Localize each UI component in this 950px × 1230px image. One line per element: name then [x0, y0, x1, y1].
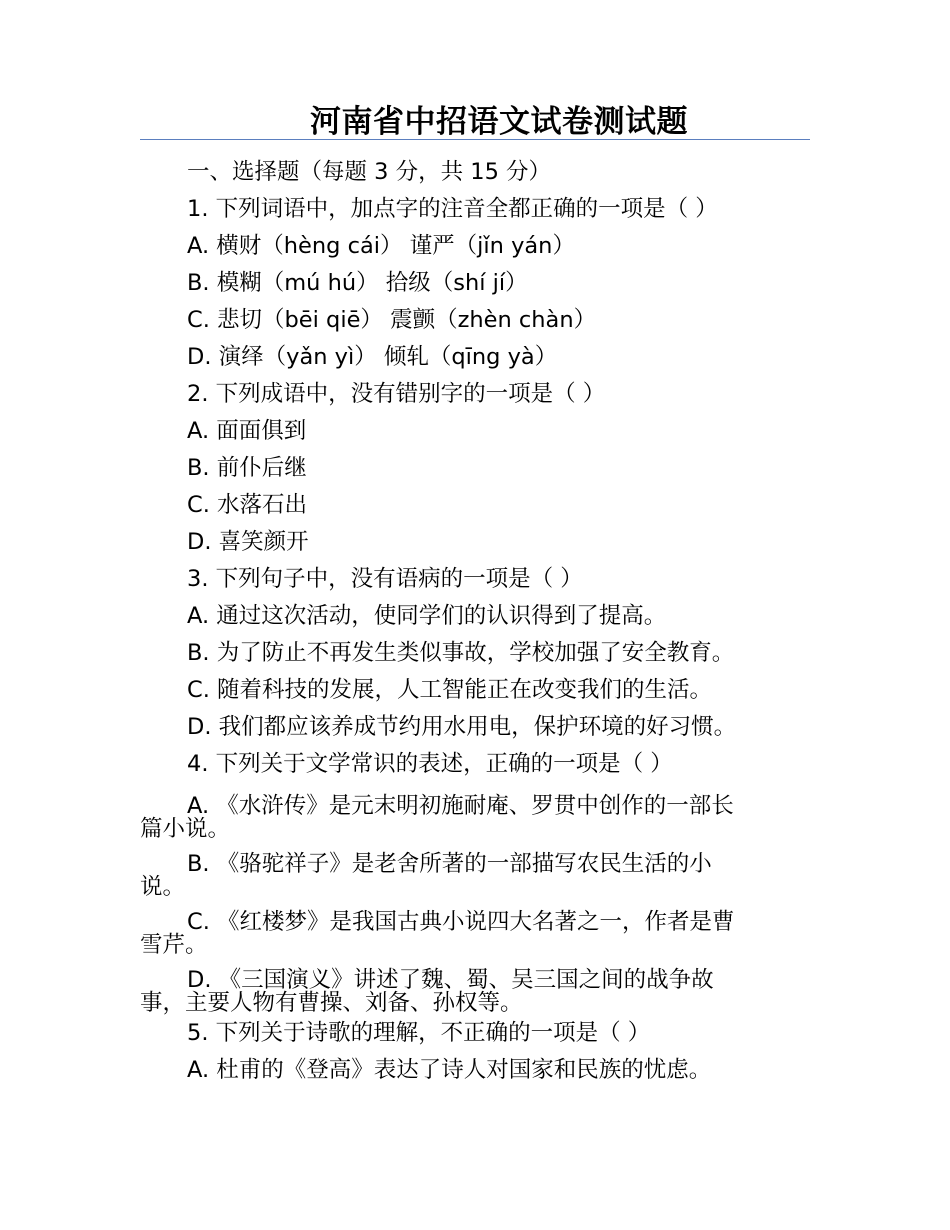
- question-3-option-d: D. 我们都应该养成节约用水用电，保护环境的好习惯。: [187, 714, 737, 740]
- question-4-stem: 4. 下列关于文学常识的表述，正确的一项是（ ）: [187, 751, 673, 777]
- question-3-option-c: C. 随着科技的发展，人工智能正在改变我们的生活。: [187, 677, 713, 703]
- question-4-option-d-line-1: D. 《三国演义》讲述了魏、蜀、吴三国之间的战争故: [187, 967, 714, 993]
- question-2-option-c: C. 水落石出: [187, 492, 308, 518]
- question-4-option-c: [140, 899, 810, 957]
- question-2-stem: 2. 下列成语中，没有错别字的一项是（ ）: [187, 381, 606, 407]
- title-underline: [140, 139, 810, 140]
- question-4-option-d: [140, 957, 810, 1015]
- question-4-option-a-line-2: 篇小说。: [140, 816, 231, 842]
- document-body: [140, 154, 810, 1089]
- question-3-option-b: B. 为了防止不再发生类似事故，学校加强了安全教育。: [187, 640, 735, 666]
- question-4-option-b-line-2: 说。: [140, 874, 186, 900]
- question-4-option-b-line-1: B. 《骆驼祥子》是老舍所著的一部描写农民生活的小: [187, 851, 712, 877]
- question-4-option-a: [140, 783, 810, 841]
- question-4-option-d-line-2: 事，主要人物有曹操、刘备、孙权等。: [140, 990, 523, 1016]
- question-4-option-b: [140, 841, 810, 899]
- question-4-option-a-line-1: A. 《水浒传》是元末明初施耐庵、罗贯中创作的一部长: [187, 793, 734, 819]
- question-4-option-c-line-1: C. 《红楼梦》是我国古典小说四大名著之一，作者是曹: [187, 909, 735, 935]
- question-1-option-a: A. 横财（hèng cái） 谨严（jǐn yán）: [187, 233, 575, 259]
- section-heading: 一、选择题（每题 3 分，共 15 分）: [187, 159, 552, 185]
- question-2-option-a: A. 面面俱到: [187, 418, 307, 444]
- question-3-stem: 3. 下列句子中，没有语病的一项是（ ）: [187, 566, 583, 592]
- question-1-option-b: B. 模糊（mú hú） 拾级（shí jí）: [187, 270, 528, 296]
- question-1-option-c: C. 悲切（bēi qiē） 震颤（zhèn chàn）: [187, 307, 597, 333]
- question-2-option-d: D. 喜笑颜开: [187, 529, 309, 555]
- question-1-stem: 1. 下列词语中，加点字的注音全都正确的一项是（ ）: [187, 196, 718, 222]
- question-3-option-a: A. 通过这次活动，使同学们的认识得到了提高。: [187, 603, 667, 629]
- document-title: 河南省中招语文试卷测试题: [310, 104, 688, 140]
- question-4-option-c-line-2: 雪芹。: [140, 932, 208, 958]
- question-5-stem: 5. 下列关于诗歌的理解，不正确的一项是（ ）: [187, 1020, 651, 1046]
- question-2-option-b: B. 前仆后继: [187, 455, 307, 481]
- question-5-option-a: A. 杜甫的《登高》表达了诗人对国家和民族的忧虑。: [187, 1057, 712, 1083]
- question-1-option-d: D. 演绎（yǎn yì） 倾轧（qīng yà）: [187, 344, 558, 370]
